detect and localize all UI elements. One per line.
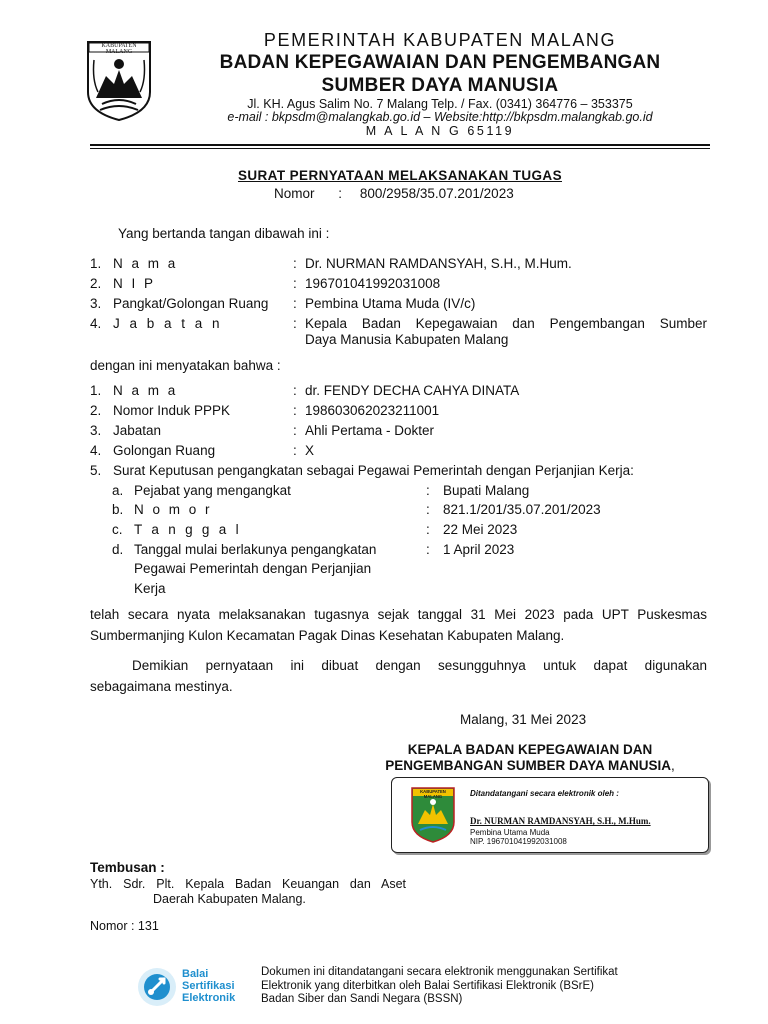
letterhead-rule-thin: [90, 148, 710, 149]
sk-value: 1 April 2023: [443, 542, 515, 557]
body-paragraph-2-line-1: Demikian pernyataan ini dibuat dengan sesungguhnya untuk dapat digunakan: [132, 658, 707, 673]
document-number: [274, 186, 574, 201]
letterhead-government: PEMERINTAH KABUPATEN MALANG: [263, 30, 617, 50]
signature-position-line-2: [330, 757, 730, 774]
sk-value: 22 Mei 2023: [443, 522, 518, 537]
sk-letter: c.: [112, 522, 123, 537]
esign-rank: Pembina Utama Muda: [470, 828, 550, 837]
row-number: 3.: [90, 423, 102, 438]
body-paragraph-1-line-2: Sumbermanjing Kulon Kecamatan Pagak Dinas Kesehatan Kabupaten Malang.: [90, 628, 565, 643]
esign-logo: [410, 786, 456, 844]
bsre-logo-line-1: Balai: [182, 968, 209, 980]
sk-label: N o m o r: [134, 502, 213, 517]
bsre-logo-line-2: Sertifikasi: [182, 980, 235, 992]
reference-number: Nomor : 131: [90, 919, 159, 933]
sk-value: Bupati Malang: [443, 483, 530, 498]
row-label: Surat Keputusan pengangkatan sebagai Pegawai Pemerintah dengan Perjanjian Kerja:: [113, 463, 634, 478]
letterhead-city: M A L A N G 65119: [365, 124, 515, 138]
sk-letter: d.: [112, 542, 124, 557]
number-value: 800/2958/35.07.201/2023: [359, 186, 514, 201]
row-value: dr. FENDY DECHA CAHYA DINATA: [305, 383, 520, 398]
sk-colon: :: [426, 483, 430, 498]
sk-label: T a n g g a l: [134, 522, 242, 537]
body-paragraph-1-line-1: telah secara nyata melaksanakan tugasnya sejak tanggal 31 Mei 2023 pada UPT Puskesmas: [90, 607, 707, 622]
sk-letter: a.: [112, 483, 124, 498]
row-colon: :: [293, 296, 297, 311]
electronic-signature-box: [391, 777, 709, 853]
row-label: J a b a t a n: [113, 316, 223, 331]
bsre-logo: [136, 966, 256, 1008]
position-comma: ,: [671, 758, 675, 773]
row-colon: :: [293, 256, 297, 271]
row-label: N a m a: [113, 383, 178, 398]
number-colon: :: [338, 186, 343, 201]
row-number: 2.: [90, 403, 102, 418]
row-colon: :: [293, 423, 297, 438]
bsre-logo-line-3: Elektronik: [182, 992, 236, 1004]
row-label: Nomor Induk PPPK: [113, 403, 231, 418]
esign-header: Ditandatangani secara elektronik oleh :: [470, 789, 619, 798]
row-value: 196701041992031008: [305, 276, 441, 291]
esign-nip: NIP. 196701041992031008: [470, 837, 567, 846]
cc-line-2: Daerah Kabupaten Malang.: [153, 892, 306, 906]
statement-intro: dengan ini menyatakan bahwa :: [90, 358, 281, 373]
row-label: Pangkat/Golongan Ruang: [113, 296, 269, 311]
letterhead-agency-cont: SUMBER DAYA MANUSIA: [321, 75, 559, 96]
row-value: Ahli Pertama - Dokter: [305, 423, 435, 438]
row-value: Dr. NURMAN RAMDANSYAH, S.H., M.Hum.: [305, 256, 572, 271]
row-colon: :: [293, 443, 297, 458]
sk-colon: :: [426, 542, 430, 557]
row-number: 1.: [90, 256, 102, 271]
letterhead-rule-thick: [90, 144, 710, 146]
footer-disclaimer: [261, 966, 721, 1007]
footer-line-2: Elektronik yang diterbitkan oleh Balai Sertifikasi Elektronik (BSrE): [261, 979, 595, 992]
row-value: X: [305, 443, 315, 458]
sk-label: Kerja: [134, 581, 166, 596]
esign-name: Dr. NURMAN RAMDANSYAH, S.H., M.Hum.: [470, 816, 651, 826]
letterhead-email: e-mail : bkpsdm@malangkab.go.id – Website:http://bkpsdm.malangkab.go.id: [227, 110, 653, 124]
intro-text: Yang bertanda tangan dibawah ini :: [118, 226, 330, 241]
letterhead-address: Jl. KH. Agus Salim No. 7 Malang Telp. / Fax. (0341) 364776 – 353375: [247, 97, 633, 111]
esign-logo-label: KABUPATEN MALANG: [420, 789, 446, 799]
footer-line-1: Dokumen ini ditandatangani secara elektronik menggunakan Sertifikat: [261, 966, 618, 978]
document-title: SURAT PERNYATAAN MELAKSANAKAN TUGAS: [237, 168, 562, 183]
sk-value: 821.1/201/35.07.201/2023: [443, 502, 601, 517]
emblem-label: KABUPATEN MALANG: [101, 43, 137, 55]
regency-emblem: [84, 40, 154, 122]
sk-colon: :: [426, 522, 430, 537]
row-value: Daya Manusia Kabupaten Malang: [305, 332, 509, 347]
cc-line-1: Yth. Sdr. Plt. Kepala Badan Keuangan dan Aset: [90, 877, 406, 891]
row-value: Kepala Badan Kepegawaian dan Pengembangan Sumber: [305, 316, 707, 331]
row-colon: :: [293, 403, 297, 418]
row-label: Golongan Ruang: [113, 443, 216, 458]
body-paragraph-2-line-2: sebagaimana mestinya.: [90, 679, 233, 694]
number-label: Nomor: [274, 186, 315, 201]
row-number: 3.: [90, 296, 102, 311]
row-number: 1.: [90, 383, 102, 398]
bsre-seal-icon: [136, 966, 178, 1008]
row-colon: :: [293, 383, 297, 398]
row-number: 4.: [90, 316, 102, 331]
row-value: Pembina Utama Muda (IV/c): [305, 296, 476, 311]
row-number: 2.: [90, 276, 102, 291]
row-label: N I P: [113, 276, 156, 291]
position-line-2-text: PENGEMBANGAN SUMBER DAYA MANUSIA: [385, 758, 671, 773]
row-label: Jabatan: [113, 423, 162, 438]
signature-position-line-1: KEPALA BADAN KEPEGAWAIAN DAN: [407, 742, 653, 757]
row-colon: :: [293, 316, 297, 331]
sk-label: Tanggal mulai berlakunya pengangkatan: [134, 542, 377, 557]
sk-colon: :: [426, 502, 430, 517]
footer-line-3: Badan Siber dan Sandi Negara (BSSN): [261, 993, 463, 1005]
row-colon: :: [293, 276, 297, 291]
row-label: N a m a: [113, 256, 178, 271]
cc-label: Tembusan :: [90, 860, 165, 875]
letterhead-agency: BADAN KEPEGAWAIAN DAN PENGEMBANGAN: [219, 52, 661, 73]
sk-letter: b.: [112, 502, 124, 517]
sk-label: Pegawai Pemerintah dengan Perjanjian: [134, 561, 372, 576]
row-number: 4.: [90, 443, 102, 458]
signature-place-date: Malang, 31 Mei 2023: [460, 712, 587, 727]
row-value: 198603062023211001: [305, 403, 440, 418]
row-number: 5.: [90, 463, 102, 478]
sk-label: Pejabat yang mengangkat: [134, 483, 291, 498]
